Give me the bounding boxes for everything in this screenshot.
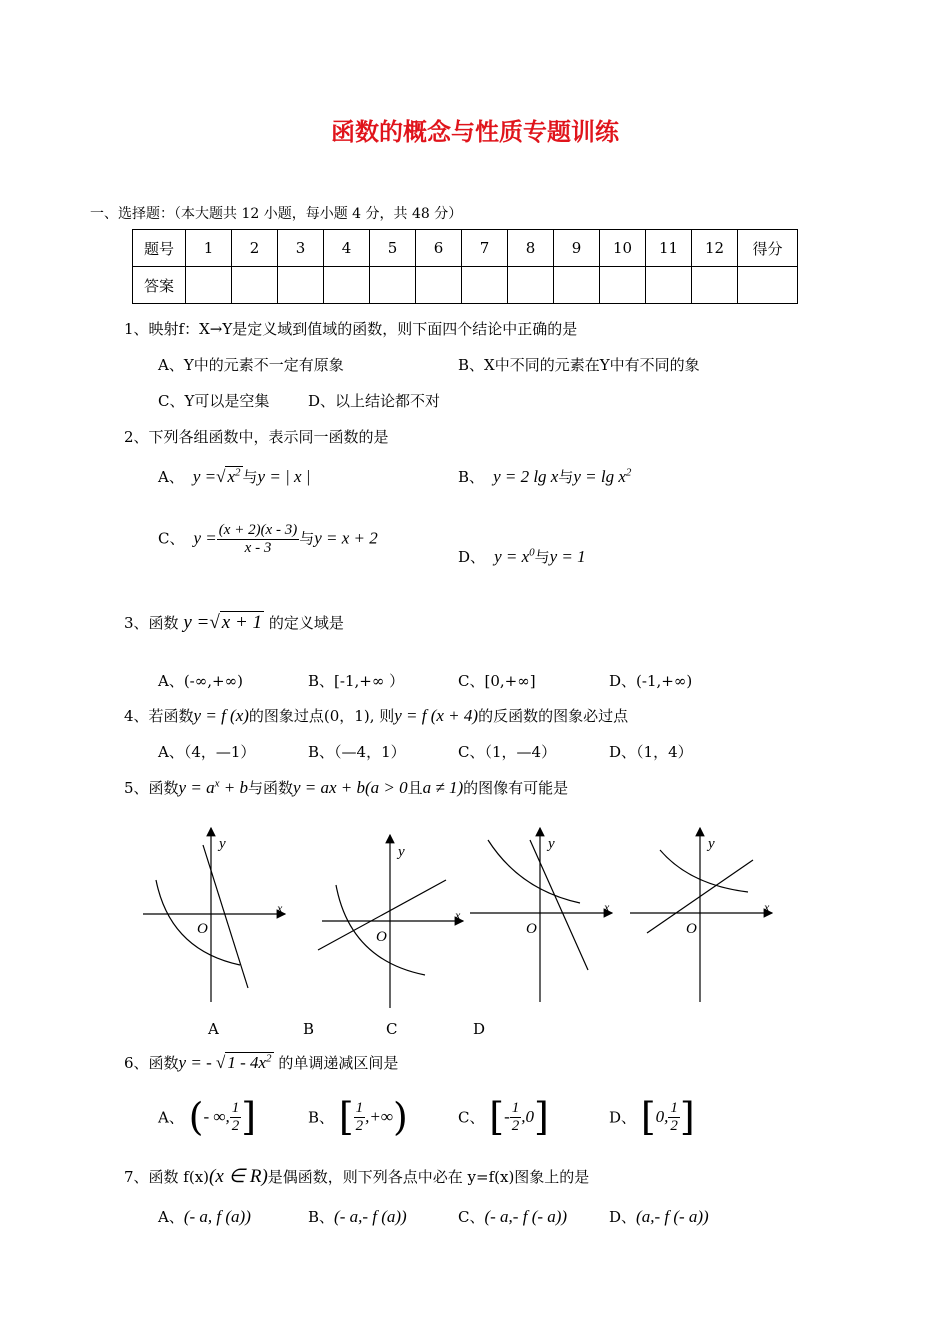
table-cell: 4	[324, 230, 370, 267]
q1-option-b: B、X中不同的元素在Y中有不同的象	[458, 356, 700, 374]
q7-stem: 7、函数 f(x)(x ∈ R)是偶函数，则下列各点中必在 y=f(x)图象上的是	[124, 1166, 590, 1187]
graph-label-d: D	[473, 1020, 486, 1038]
table-cell: 2	[232, 230, 278, 267]
graph-c-y-label: y	[548, 836, 555, 852]
graph-c-origin: O	[526, 921, 537, 937]
q6-option-d: D、 [0, $\frac{1}{2}$ ]	[609, 1095, 695, 1139]
q3-stem: 3、函数 y =√ x + 1 的定义域是	[124, 612, 344, 633]
q4-stem: 4、若函数y = f (x)的图象过点(0，1), 则y = f (x + 4)的反函数的图象必过点	[124, 706, 629, 725]
answer-cell[interactable]	[508, 267, 554, 304]
formula: y =√ $x^2$	[188, 466, 241, 486]
q7-option-a: A、(- a, f (a))	[158, 1207, 251, 1226]
q6-stem: 6、函数y = - √ $1 - 4x^2$ 的单调递减区间是	[124, 1052, 399, 1072]
answer-cell[interactable]	[370, 267, 416, 304]
q6-option-a: A、 (- ∞, $\frac{1}{2}$ ]	[158, 1095, 257, 1139]
table-cell: 3	[278, 230, 324, 267]
answer-cell[interactable]	[600, 267, 646, 304]
table-cell: 得分	[738, 230, 798, 267]
table-cell: 1	[186, 230, 232, 267]
table-cell: 答案	[133, 267, 186, 304]
q1-option-a: A、Y中的元素不一定有原象	[158, 356, 344, 374]
table-answer-row	[133, 267, 798, 304]
q4-option-c: C、（1，—4）	[458, 743, 557, 761]
graph-c-x-label: x	[604, 900, 610, 914]
answer-cell[interactable]	[416, 267, 462, 304]
graph-label-c: C	[386, 1020, 398, 1038]
q6-option-b: B、 [ $\frac{1}{2}$ ,+∞)	[308, 1095, 408, 1139]
graph-a-x-label: x	[277, 901, 283, 915]
q1-stem: 1、映射f：X→Y是定义域到值域的函数，则下面四个结论中正确的是	[124, 320, 578, 338]
table-cell: 10	[600, 230, 646, 267]
answer-cell[interactable]	[692, 267, 738, 304]
answer-cell[interactable]	[232, 267, 278, 304]
answer-cell[interactable]	[554, 267, 600, 304]
q4-option-a: A、（4，—1）	[158, 743, 256, 761]
graph-d-x-label: x	[764, 900, 770, 914]
q5-graphs	[0, 820, 950, 1020]
answer-cell[interactable]	[186, 267, 232, 304]
q5-stem: 5、函数$y = a^x + b$与函数y = ax + b(a > 0且a ≠ 1)的图像有可能是	[124, 777, 569, 797]
q3-option-c: C、[0,+∞]	[458, 672, 536, 690]
graph-b-x-label: x	[455, 908, 461, 922]
q2-option-b: B、 y = 2 lg x与$y = \lg x^2$	[458, 466, 632, 486]
q2-option-c: C、 y = $\frac{(x + 2)(x - 3)}{x - 3}$ 与y = x + 2	[158, 522, 378, 556]
q3-option-d: D、(-1,+∞)	[609, 672, 693, 690]
q6-option-c: C、 [- $\frac{1}{2}$ ,0]	[458, 1095, 549, 1139]
q7-option-b: B、(- a,- f (a))	[308, 1207, 407, 1226]
graph-a	[143, 828, 285, 1002]
q1-option-d: D、以上结论都不对	[308, 392, 441, 410]
answer-table	[132, 229, 798, 304]
graph-d-origin: O	[686, 921, 697, 937]
q7-option-c: C、(- a,- f (- a))	[458, 1207, 568, 1226]
q4-option-d: D、（1，4）	[609, 743, 693, 761]
table-cell: 9	[554, 230, 600, 267]
q2-option-d: D、 $y = x^0$与y = 1	[458, 546, 586, 566]
graph-b-origin: O	[376, 929, 387, 945]
graph-b	[318, 835, 463, 1008]
graph-b-y-label: y	[398, 844, 405, 860]
table-cell: 6	[416, 230, 462, 267]
q2-option-a: A、 y =√ $x^2$ 与y = | x |	[158, 466, 311, 486]
answer-cell[interactable]	[324, 267, 370, 304]
graph-d	[630, 828, 772, 1002]
answer-cell[interactable]	[646, 267, 692, 304]
q3-option-a: A、(-∞,+∞)	[158, 672, 243, 690]
graph-d-y-label: y	[708, 836, 715, 852]
graph-a-origin: O	[197, 921, 208, 937]
graph-a-y-label: y	[219, 836, 226, 852]
page-title: 函数的概念与性质专题训练	[331, 118, 619, 146]
table-cell: 11	[646, 230, 692, 267]
q2-stem: 2、下列各组函数中，表示同一函数的是	[124, 428, 389, 446]
answer-cell[interactable]	[462, 267, 508, 304]
q1-option-c: C、Y可以是空集	[158, 392, 270, 410]
graph-c	[470, 828, 612, 1002]
table-cell: 8	[508, 230, 554, 267]
table-cell: 12	[692, 230, 738, 267]
graph-label-b: B	[303, 1020, 315, 1038]
score-cell[interactable]	[738, 267, 798, 304]
table-cell: 5	[370, 230, 416, 267]
q3-option-b: B、[-1,+∞ ）	[308, 672, 405, 690]
graph-label-a: A	[208, 1020, 219, 1038]
section-heading: 一、选择题：（本大题共 12 小题，每小题 4 分，共 48 分）	[90, 206, 463, 222]
table-cell: 题号	[133, 230, 186, 267]
q7-option-d: D、(a,- f (- a))	[609, 1207, 709, 1226]
table-header-row	[133, 230, 798, 267]
answer-cell[interactable]	[278, 267, 324, 304]
table-cell: 7	[462, 230, 508, 267]
q4-option-b: B、（—4，1）	[308, 743, 406, 761]
